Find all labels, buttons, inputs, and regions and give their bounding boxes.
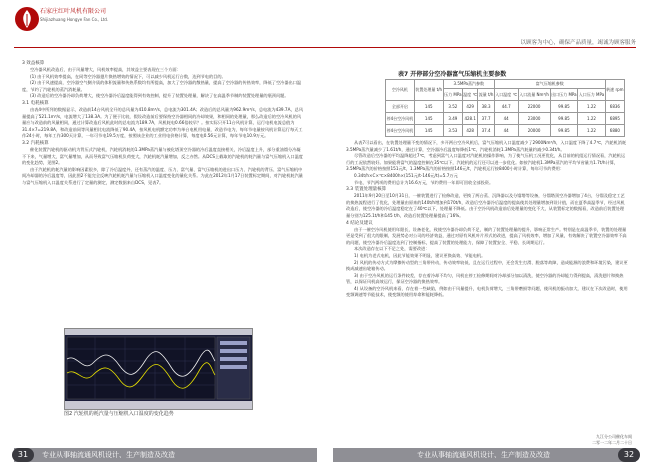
table-cell: 145 [414, 113, 443, 125]
table-cell: 22000 [518, 101, 550, 113]
left-column [22, 60, 304, 187]
paragraph: 从表7可以看出，在装置处理量不变的情况下，多开两台空冷风机后，富气压缩机入口温度减少了2900Nm³/h，入口温度下降了4.7℃，汽轮机消耗3.5MPa蒸汽量减少了1.61t/h，通过计算，空冷器冷后温度每降低1℃，汽轮机消耗1.3MPa蒸汽耗量约减少0.34t/h。 [346, 140, 627, 152]
table-cell: 44.7 [494, 101, 518, 113]
formula: 0.34t/h×C×℃×8400h×(151元/t-146元/t)=5.7万元 [354, 172, 458, 178]
table-cell: 99.85 [550, 125, 578, 137]
parameters-table [385, 79, 625, 137]
paragraph: 节电、节汽两项的费用总计为16.6万元，节约费用一年即可回收全部投资。 [354, 179, 494, 185]
table-cell: 6895 [605, 113, 624, 125]
table-cell: 38.3 [478, 101, 494, 113]
source-department: 九江分公司催化车间 [596, 434, 632, 439]
table-cell: 停4台空冷风机 [386, 113, 415, 125]
table-title: 表7 开停部分空冷器富气压缩机主要参数 [398, 71, 507, 78]
list-item: 2) 风机的传动方式为摩擦传动型的三角带传动，传动效率较低，且在运行过程中，还会发生打滑、脱落等故障，造成能源的浪费和环境污染，建议更换成减速齿轮箱传动。 [346, 259, 628, 272]
table-cell: 428.1 [462, 113, 477, 125]
list-item: (1) 由于风机效率提高，在同等空冷器翅片换热增效的情况下，可以减少风机运行台数，达到节电的目的。 [30, 73, 226, 79]
table-cell: 428 [462, 125, 477, 137]
table-header: 空冷风机 [386, 80, 415, 101]
paragraph: 空冷器风机改造后，由于风量增大，风机效率提高，其效益主要表现在三个方面： [30, 67, 181, 72]
company-name-cn: 石家庄红叶风机有限公司 [40, 8, 107, 15]
section-heading: 3.2 汽耗核算 [22, 140, 49, 146]
section-heading: 4 结论及建议 [346, 220, 373, 226]
table-header: 3.5MPa蒸汽参数 [443, 80, 494, 89]
table-cell: 1.22 [578, 101, 606, 113]
company-name-en: Shijiazhuang Hongye Fan Co., Ltd. [40, 17, 109, 22]
table-cell: 6880 [605, 125, 624, 137]
table-subheader: 流量 t/h [478, 89, 494, 101]
paragraph: 2011年9月20日至10月31日，一催装置进行了检修改造，更换了两台蒸、沉降器以及分馏塔等设备，分馏塔顶空冷器增加了4台，分馏及稳定工艺的换热流程进行了优化，处理量由原来的140t/h增加到170t/h，改造后空冷器冷后温度的提高使其处理量增加到设计值，而在夏季高温季节，经过风机改造后，使空冷器的冷后温度稳定在了40℃以下，处理量不降低。由于空冷风机改造前后处理量的变化不大，从装置标定的数据看，改造前后装置处理量分别为125.1t/h和145 t/h，改造后装置处理量提高了16%。 [346, 193, 625, 218]
table-subheader: 温度 ℃ [462, 89, 477, 101]
list-item: (3) 改造后的空冷器冷却负荷增大，使空冷器冷后温度能得到有效控制，提升了装置处理量，解决了在高温季节制约装置处理量的瓶颈问题。 [30, 93, 289, 99]
table-subheader: 入口流量 Nm³/h [518, 89, 550, 101]
table-cell: 1.22 [578, 125, 606, 137]
section-heading: 3 效益核算 [22, 61, 45, 66]
page-number: 31 [12, 448, 34, 462]
table-cell: 145 [414, 101, 443, 113]
page-header [0, 0, 650, 44]
paragraph: 尽管改造后空冷器的平均温降超过7℃，考虑到富气入口温度对汽轮机的操作影响，为了使气压机工况更优化，从目前的机组运行情况看，汽轮机运行的工况依然较好。如果能将富气的温度控制在35℃以下，汽轮机的运行还可以进一步优化。如按汽轮机1.3MPa蒸汽的平均节省量为1.7t/h计算，3.5MPa蒸汽的价格按照151元/t，1.3MPa蒸汽的价格按照146元/t，汽轮机运行按8400小时计算，每年可节约费用： [346, 153, 626, 172]
table-cell: 3.52 [443, 101, 462, 113]
list-item: 3) 由于空冷风机的运行条件较差，存在着冷却不均匀，风机在停工检修期间对冷却部分加以清洗，使空冷器的冷却能力得到提高，清洗翅片和换热管，以保证风机高效运行，保证空冷器的换热效率。 [346, 272, 624, 285]
list-item: 1) 电机为老式电机，因此节能效果不明显，建议更换高效、节能电机。 [354, 252, 486, 258]
table-row [386, 125, 625, 137]
paragraph: 催化装置汽轮机的驱动机为背压式汽轮机，汽轮机消耗的1.3MPa蒸汽量与被化塔顶空冷器的冷后温度直接相关，冷后温度上升，部分重油馏分冷凝不下来，气量增大，富气量增加，从而导致富气压缩机负荷变大，汽轮机耗汽量增加，反之亦然。从DCS上截取的汽轮机的耗汽量与富气压缩机入口温度的变化趋势，见图2。 [22, 146, 303, 166]
source-date: 二零一二年二月二十日 [592, 440, 632, 445]
company-name [40, 8, 108, 24]
table-cell: 20000 [518, 125, 550, 137]
table-cell: 6836 [605, 101, 624, 113]
list-item: 4) 从设备的空冷风机来看，存在着一些缺陷，例如由于风量提升，电机负荷增大，三角带磨损等问题，使风机的振动加大，建议在下次改造时，使用变频调速等节能技术，使变频的使用寿命和能耗降低。 [346, 285, 628, 298]
table-row [386, 101, 625, 113]
table-subheader: 压力 MPa [443, 89, 462, 101]
paragraph: 由于一催空冷风机使用年限长，设备老化，致使空冷器冷却负荷不足，制约了装置处理量的提升，影响正常生产。特别是在高温季节，装置的处理量更是受到了很大的限制，发展势必对公司的经济效益，通过对原有风机叶片形式的改进，提高了风机效率，增加了风量，有效解决了装置空冷器效率不高的问题，使空冷器冷后温度达到了控制指标，提高了装置的处理能力，保障了装置安全、平稳、长周期运行。 [346, 226, 627, 245]
table-cell: 3.53 [443, 125, 462, 137]
document-source [592, 434, 632, 446]
table-row [386, 113, 625, 125]
table-cell: 1.22 [578, 113, 606, 125]
table-cell: 145 [414, 125, 443, 137]
section-heading: 3.1 电耗核算 [22, 100, 49, 106]
paragraph: 由表4中所列的数据显示，改造前14台风机全开的总风量为410.8m³/s，总电流为301.4A；改造后的总风量为962.9m³/s，总电流为439.7A，总风量提高了521.1m³/s，电流增大了138.3A。为了便于比较，假设改造前后要保持空冷器相同的冷却效果，和相同的处理量，那么改造后的空冷风机的风量应与改造前的风量相同，通过计算改造后风机此时的总电流为189.7A，风机耗电0.66倍较早？。按实际只开11台风机计算，运行电机电流总值为31.4×7=219.8A，和改造前同等风量相比电流降低了90.4A，按风机电机额定功率为单台电机用电量，改造节电为，每年节电量按风机计算运行每天工作24小时，每年工作300天计算，一年可节电19.5万度，按照该企业的工业用电价格计算，每度电0.56元计算，每年节电10.9万元。 [22, 106, 304, 139]
section-heading: 3.3 装置处理量核算 [346, 187, 387, 193]
paragraph: 本次改造存在以下不足之处，需要改进： [354, 246, 430, 252]
header-slogan: 以顾客为中心，确保产品质量，竭诚为顾客服务 [520, 40, 636, 46]
right-column [346, 140, 628, 299]
page-number: 32 [618, 448, 640, 462]
table-subheader: 出口压力 MPa [550, 89, 578, 101]
header-divider [14, 47, 636, 48]
table-header: 转速 rpm [605, 80, 624, 101]
figure-caption: 图2 汽轮机的耗汽量与压缩机入口温度的变化趋势 [64, 411, 174, 417]
table-cell: 99.85 [550, 101, 578, 113]
table-cell: 429 [462, 101, 477, 113]
table-cell: 37.4 [478, 125, 494, 137]
table-cell: 23000 [518, 113, 550, 125]
footer-left [0, 448, 325, 468]
table-cell: 37.7 [478, 113, 494, 125]
table-cell: 44 [494, 113, 518, 125]
list-item: (2) 由于风速提高，空冷器空气侧介质的体积流量和传热系数均有所提高，加大了空冷器的散热量，提高了空冷器的传热效率，降低了空冷器出口温度，节约了汽轮机的蒸汽消耗量。 [22, 80, 302, 92]
paragraph: 由于汽轮机的耗汽量的影响因素很多，除了冷后温度外，还有蒸汽的温度、压力、富气量、富气压缩机的进出口压力、汽轮机的背压、富气压缩机中间冷却器的冷后温度等，因此图2不能完全反映汽轮机耗汽量与压缩机入口温度变化的量化关系。为此在2012年1月17日装置标定期间，对汽轮机耗汽量与富气压缩机入口温度关系进行了定量的测定，测定数据来自DCS，见表7。 [22, 166, 303, 185]
table-subheader: 入口压力 MPa [578, 89, 606, 101]
table-header: 装置处理量 t/h [414, 80, 443, 101]
trend-plot [65, 329, 252, 409]
table-subheader: 入口温度 ℃ [494, 89, 518, 101]
table-cell: 99.85 [550, 113, 578, 125]
footer-right [325, 448, 650, 468]
hongye-logo-icon [14, 6, 40, 32]
table-cell: 停4台空冷风机 [386, 125, 415, 137]
footer-text: 专业从事轴流通风机设计、生产制造及改造 [42, 451, 175, 459]
table-header: 富气压缩机参数 [494, 80, 605, 89]
footer-text: 专业从事轴流通风机设计、生产制造及改造 [417, 451, 550, 459]
table-cell: 44 [494, 125, 518, 137]
table-cell: 全部开启 [386, 101, 415, 113]
dcs-trend-figure [64, 328, 253, 410]
table-cell: 3.49 [443, 113, 462, 125]
